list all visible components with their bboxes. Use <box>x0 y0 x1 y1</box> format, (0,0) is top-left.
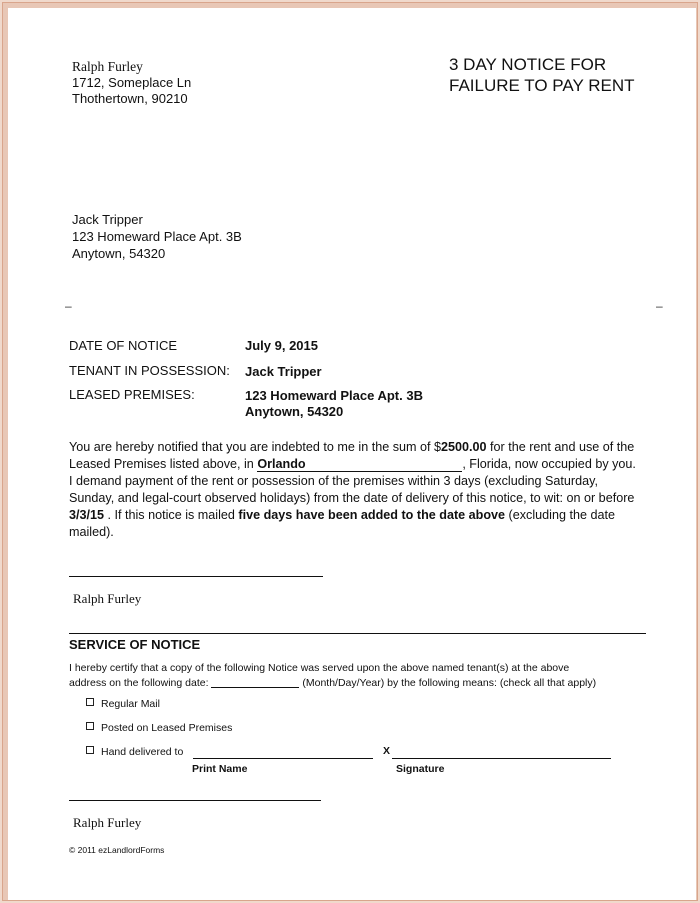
service-date-field[interactable] <box>211 676 299 688</box>
tenant-label: TENANT IN POSSESSION: <box>69 363 230 378</box>
option-hand-delivered-label: Hand delivered to <box>101 746 184 758</box>
checkbox-posted[interactable] <box>86 722 94 730</box>
x-mark: X <box>383 745 391 757</box>
certification-line2b: (Month/Day/Year) by the following means: (check all that apply) <box>299 677 597 689</box>
recipient-address-line1: 123 Homeward Place Apt. 3B <box>72 229 242 244</box>
document-title <box>449 54 634 96</box>
amount-value: 2500.00 <box>441 440 487 454</box>
option-posted[interactable] <box>86 722 232 734</box>
recipient-name: Jack Tripper <box>72 212 143 227</box>
fold-mark-right: – <box>656 299 663 313</box>
city-value: Orlando <box>257 458 462 472</box>
checkbox-hand-delivered[interactable] <box>86 746 94 754</box>
date-of-notice-label: DATE OF NOTICE <box>69 338 178 353</box>
deadline-value: 3/3/15 <box>69 508 105 522</box>
signature-name-2: Ralph Furley <box>73 815 142 830</box>
option-regular-mail-label: Regular Mail <box>101 698 160 710</box>
section-divider <box>69 633 646 634</box>
option-hand-delivered[interactable] <box>86 746 183 758</box>
notice-paragraph <box>69 439 639 541</box>
certification-line2 <box>69 676 596 691</box>
notice-text-3: , Florida, now occupied by you. I demand payment of the rent or possession of the premises within 3 days (excluding Saturday, Sunday, and legal-court observed holidays) from the date of delivery of this notice, to wit: on or before <box>69 457 636 505</box>
certification-line1: I hereby certify that a copy of the following Notice was served upon the above named tenant(s) at the above <box>69 662 570 674</box>
print-name-label: Print Name <box>192 763 248 775</box>
notice-text-5: (excluding the date mailed). <box>69 508 615 539</box>
date-of-notice-value: July 9, 2015 <box>245 338 318 353</box>
sender-name: Ralph Furley <box>72 59 143 74</box>
signature-name-1: Ralph Furley <box>73 591 142 606</box>
sender-block <box>72 59 191 107</box>
document-page <box>8 8 696 900</box>
title-line1: 3 DAY NOTICE FOR <box>449 55 607 74</box>
checkbox-regular-mail[interactable] <box>86 698 94 706</box>
leased-premises-value <box>245 388 423 420</box>
signature-line-service[interactable] <box>392 758 611 759</box>
copyright-footer: © 2011 ezLandlordForms <box>69 845 165 855</box>
premises-line1: 123 Homeward Place Apt. 3B <box>245 388 423 403</box>
tenant-value: Jack Tripper <box>245 364 322 379</box>
bold-clause: five days have been added to the date above <box>238 508 506 522</box>
service-heading: SERVICE OF NOTICE <box>69 637 201 652</box>
recipient-block <box>72 211 242 262</box>
certification-line2a: address on the following date: <box>69 677 212 689</box>
certification-text <box>69 661 596 691</box>
fold-mark-left: – <box>65 299 72 313</box>
notice-text-1: You are hereby notified that you are indebted to me in the sum of $ <box>69 440 441 454</box>
signature-label: Signature <box>396 763 445 775</box>
leased-premises-label: LEASED PREMISES: <box>69 387 195 402</box>
premises-line2: Anytown, 54320 <box>245 404 344 419</box>
sender-address-line2: Thothertown, 90210 <box>72 91 188 106</box>
recipient-address-line2: Anytown, 54320 <box>72 246 166 261</box>
option-posted-label: Posted on Leased Premises <box>101 722 233 734</box>
notice-text-4: . If this notice is mailed <box>104 508 239 522</box>
signature-line-1 <box>69 576 323 577</box>
page-frame <box>2 2 698 901</box>
title-line2: FAILURE TO PAY RENT <box>449 76 635 95</box>
sender-address-line1: 1712, Someplace Ln <box>72 75 192 90</box>
option-regular-mail[interactable] <box>86 698 160 710</box>
signature-line-2 <box>69 800 321 801</box>
print-name-line[interactable] <box>193 758 373 759</box>
notice-text-2: for the rent and use of the Leased Premises listed above, in <box>69 440 635 471</box>
